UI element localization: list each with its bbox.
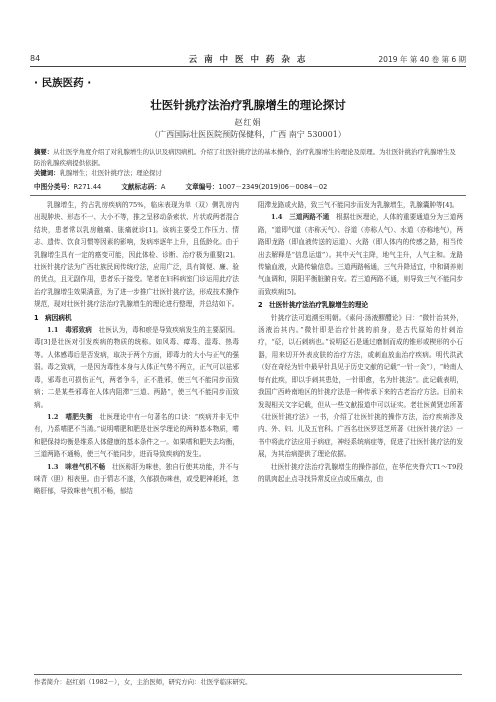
section-2-paragraph: 针挑疗法可追溯至明朝。《素问·汤液醪醴论》曰：“微针治其外，汤液治其内。”微针即是治疗针挑的前身，是古代原始的针刺治疗，“砭，以石刺病也。”说明砭石是通过磨制而成的锥形或楔形的小石器，用来切开外表皮肤的治疗方法，或刺血放血治疗疾病。明代洪武（好在奇经为针中最早针具见于历史文献的记载“一针一灸”），“岭南人每有此疾，即以手刺其患处，一针即愈，名为针挑法”。此记载表明，我国广西岭南地区的针挑疗法是一种传承下来的古老治疗方法。目前未发现相关文字记载，但从一些文献报道中可以证实。老壮医黄贤忠所著《壮医针挑疗法》一书，介绍了壮医针挑的操作方法，治疗疾病涉及内、外、妇、儿及五官科。广西名壮医罗廷芝所著《壮医针挑疗法》一书中将此疗法应用于病症，神经系统病症等，促进了壮医针挑疗法的发展，为其治病提供了理论依据。 [258, 313, 463, 459]
article-identifiers [34, 181, 454, 191]
body-column-left [34, 199, 239, 498]
subsection-1-3: 1.3 咪巷气机不畅 壮医称肝为咪巷，独自行使其功能，并不与咪背（胆）相表里。由于情志不遂，久郁损伤咪巷，或受肥神耗耗，忽略肝郁，导致咪巷气机不畅，郁结 [34, 462, 239, 496]
subsection-1-2: 1.2 嗜肥失衡 壮医理论中有一句著名的口诀：“疾病并非无中有，乃系嗜肥不当淆。”说明嗜肥和肥是壮医学理论的两种基本物质，嗜和肥保持均衡是维系人体健康的基本条件之一。如果嗜和肥失去均衡，三道两路不通畅，使三气不能同步，进而导致疾病的发生。 [34, 412, 240, 459]
continued-paragraph: 阻滞龙路或火路，致三气不能同步而发为乳腺增生，乳腺囊肿等[4]。 [258, 201, 459, 209]
article-number: 文章编号：1007－2349(2019)06－0084－02 [185, 183, 328, 191]
keywords [34, 168, 462, 179]
section-heading-1: 1 病因病机 [34, 313, 72, 322]
subsection-1-4: 1.4 三道两路不通 根据壮医理论，人体的重要通道分为三道两路，“道即气道（亦称天气）、谷道（亦称人气）、水道（亦称地气），两路即龙路（即血液传送的运道）、火路（即人体内的传感之路，相当传出去解释是“信息运道”）。其中天气主降，地气主升，人气主和。龙路传输血液，火路传输信息。三道两路畅通，三气升降适宜，中和调养则气血调和，阴阳平衡脏腑自安。若三道两路不通，则导致三气不能同步而致疾病[5]。 [258, 213, 463, 296]
abstract-text: 从壮医学角度介绍了对乳腺增生的认识及病因病机。介绍了壮医针挑疗法的基本操作，治疗乳腺增生的理论及原理。为壮医针挑治疗乳腺增生及防治乳腺疾病提供依据。 [34, 148, 456, 167]
subsection-1-1: 1.1 毒邪致病 壮医认为，毒和瘀是导致疾病发生的主要原因。毒[3]是壮医对引发疾病的物质的统称。如风毒、瘴毒、湿毒、热毒等。人体感毒后是否发病，取决于两个方面，即毒力的大小与正气的强弱。毒之致病，一是因为毒性本身与人体正气势不两立，正气可以祛邪毒，邪毒也可损伤正气，两者争斗，正不胜邪，使三气不能同步而致病；二是某些邪毒在人体内阻滞“三道、两路”，使三气不能同步而致病。 [34, 326, 239, 409]
page-number: 84 [30, 54, 41, 63]
article-title: 壮医针挑疗法治疗乳腺增生的理论探讨 [150, 98, 346, 112]
keywords-text: 乳腺增生；壮医针挑疗法；理论探讨 [59, 169, 162, 177]
section-2-paragraph-2: 壮医针挑疗法治疗乳腺增生的操作部位，在华佗夹脊穴T1～T9段的肌肉起止点寻找异常反应点或压痛点，由 [258, 462, 463, 483]
document-code: 文献标志码：A [121, 183, 166, 191]
clc-number: 中图分类号：R271.44 [34, 183, 102, 191]
abstract-label: 摘要： [34, 148, 54, 156]
issue-info: 2019 年 第 40 卷 第 6 期 [378, 55, 466, 64]
header-rule [30, 66, 466, 67]
journal-name: 云 南 中 医 中 药 杂 志 [188, 55, 308, 65]
section-tag: · 民族医药 · [34, 77, 92, 89]
keywords-label: 关键词： [34, 169, 60, 177]
body-column-right [258, 199, 463, 485]
article-affiliation: （广西国际壮医医院预防保健科，广西 南宁 530001） [150, 130, 346, 139]
author-footnote: 作者简介：赵红娟（1982－），女，主治医师，研究方向：壮医学临床研究。 [34, 674, 462, 686]
running-header [0, 0, 496, 65]
abstract-separator [30, 195, 466, 196]
section-heading-2: 2 壮医针挑疗法治疗乳腺增生的理论 [258, 301, 369, 310]
article-author: 赵红娟 [234, 118, 262, 127]
intro-paragraph: 乳腺增生，约占乳房疾病的75%，临床表现为单（双）侧乳房内出现肿块、形态不一、大小不等，推之呈移动条索状、片状或两者混合结块，患者常以乳房触痛、胀痛就诊[1]。该病主要受工作压力、情志、遗传、饮食习惯等因素的影响，发病率逐年上升，且低龄化。由于乳腺增生具有一定的癌变可能，因此体检、诊断、治疗极为重要[2]。壮医针挑疗法为广西壮族民间传统疗法，应用广泛，具有简便、廉、验的优点，且无副作用，患者乐于接受。笔者在妇科病室门诊运用此疗法治疗乳腺增生效果满意，为了进一步推广壮医针挑疗法，形成技术操作规范，现对壮医针挑疗法治疗乳腺增生的理论进行整理，并总结如下。 [34, 201, 239, 309]
abstract [34, 147, 462, 168]
